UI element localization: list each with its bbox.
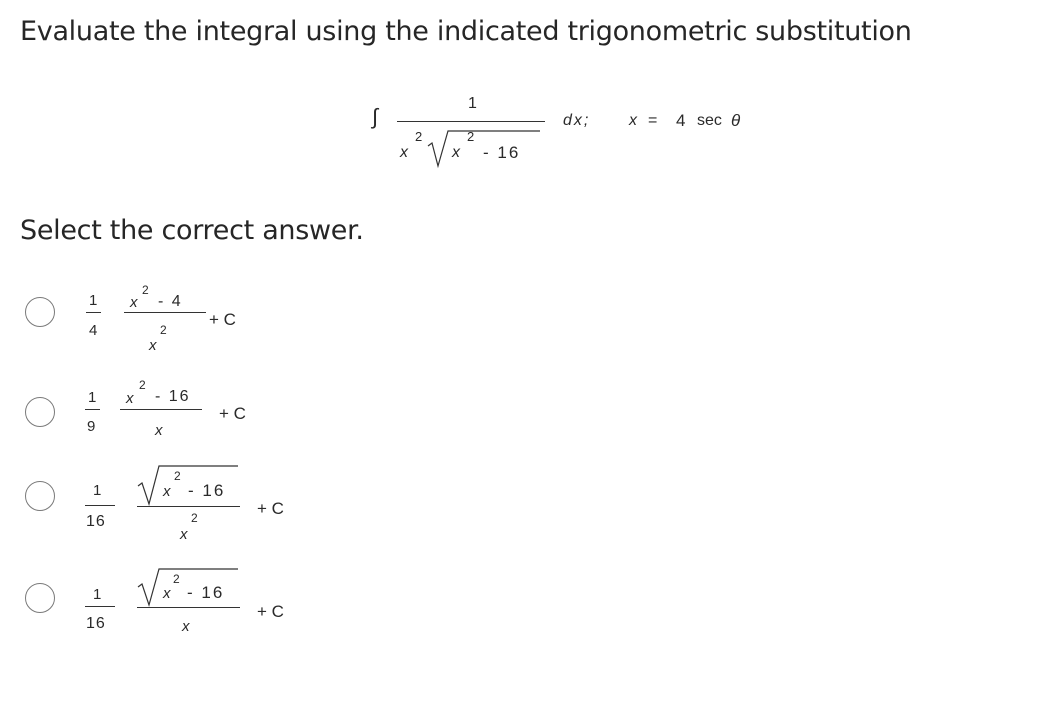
integral-sign: ∫ (372, 104, 379, 129)
answer-option-c[interactable] (0, 460, 340, 550)
coef-fraction-bar (85, 606, 115, 607)
option-b-expression (0, 375, 320, 445)
main-fraction-bar (124, 312, 206, 313)
question-text: Evaluate the integral using the indicated trigonometric substitution (20, 16, 912, 47)
option-a-expression (0, 280, 320, 360)
constant-term: + C (257, 602, 284, 621)
integral-radicand-x: x (452, 144, 460, 161)
main-fraction-bar (137, 607, 240, 608)
coef-fraction-bar (85, 505, 115, 506)
constant-term: + C (219, 404, 246, 423)
numerator-rest: - 16 (155, 388, 191, 405)
denominator-exp: 2 (191, 511, 198, 525)
integral-radicand-exp: 2 (467, 129, 475, 144)
substitution-equals: = (648, 112, 658, 129)
numerator-x: x (163, 585, 171, 602)
coef-numerator: 1 (93, 586, 102, 603)
coef-fraction-bar (85, 409, 100, 410)
numerator-x: x (126, 390, 134, 407)
numerator-x: x (130, 294, 138, 311)
constant-term: + C (209, 310, 236, 329)
denominator-x: x (182, 618, 190, 635)
substitution-variable: θ (731, 111, 741, 130)
option-d-expression (0, 563, 340, 643)
coef-denominator: 4 (89, 322, 98, 339)
integral-numerator: 1 (468, 95, 477, 112)
integral-den-exp: 2 (415, 129, 423, 144)
answer-option-a[interactable] (0, 280, 320, 360)
constant-term: + C (257, 499, 284, 518)
denominator-x: x (149, 337, 157, 354)
substitution-lhs: x (629, 112, 637, 129)
coef-denominator: 16 (86, 513, 106, 530)
coef-denominator: 9 (87, 418, 96, 435)
integral-expression (0, 0, 1051, 200)
coef-numerator: 1 (93, 482, 102, 499)
coef-numerator: 1 (89, 292, 98, 309)
numerator-exp: 2 (142, 283, 149, 297)
numerator-rest: - 16 (188, 481, 226, 500)
main-fraction-bar (137, 506, 240, 507)
numerator-x: x (163, 483, 171, 500)
answer-option-b[interactable] (0, 375, 320, 445)
denominator-x: x (155, 422, 163, 439)
main-fraction-bar (120, 409, 202, 410)
substitution-coefficient: 4 (676, 111, 686, 130)
numerator-exp: 2 (174, 469, 181, 483)
coef-numerator: 1 (88, 389, 97, 406)
coef-denominator: 16 (86, 615, 106, 632)
numerator-exp: 2 (139, 378, 146, 392)
numerator-rest: - 4 (158, 293, 183, 310)
answer-option-d[interactable] (0, 563, 340, 643)
integral-radicand-rest: - 16 (483, 143, 521, 162)
numerator-rest: - 16 (187, 583, 225, 602)
select-answer-prompt: Select the correct answer. (20, 215, 364, 246)
integral-den-x: x (400, 144, 408, 161)
integral-fraction-bar (397, 121, 545, 122)
substitution-function: sec (697, 112, 722, 129)
denominator-exp: 2 (160, 323, 167, 337)
denominator-x: x (180, 526, 188, 543)
option-c-expression (0, 460, 340, 550)
coef-fraction-bar (86, 312, 101, 313)
numerator-exp: 2 (173, 572, 180, 586)
integral-differential: dx; (563, 112, 591, 129)
